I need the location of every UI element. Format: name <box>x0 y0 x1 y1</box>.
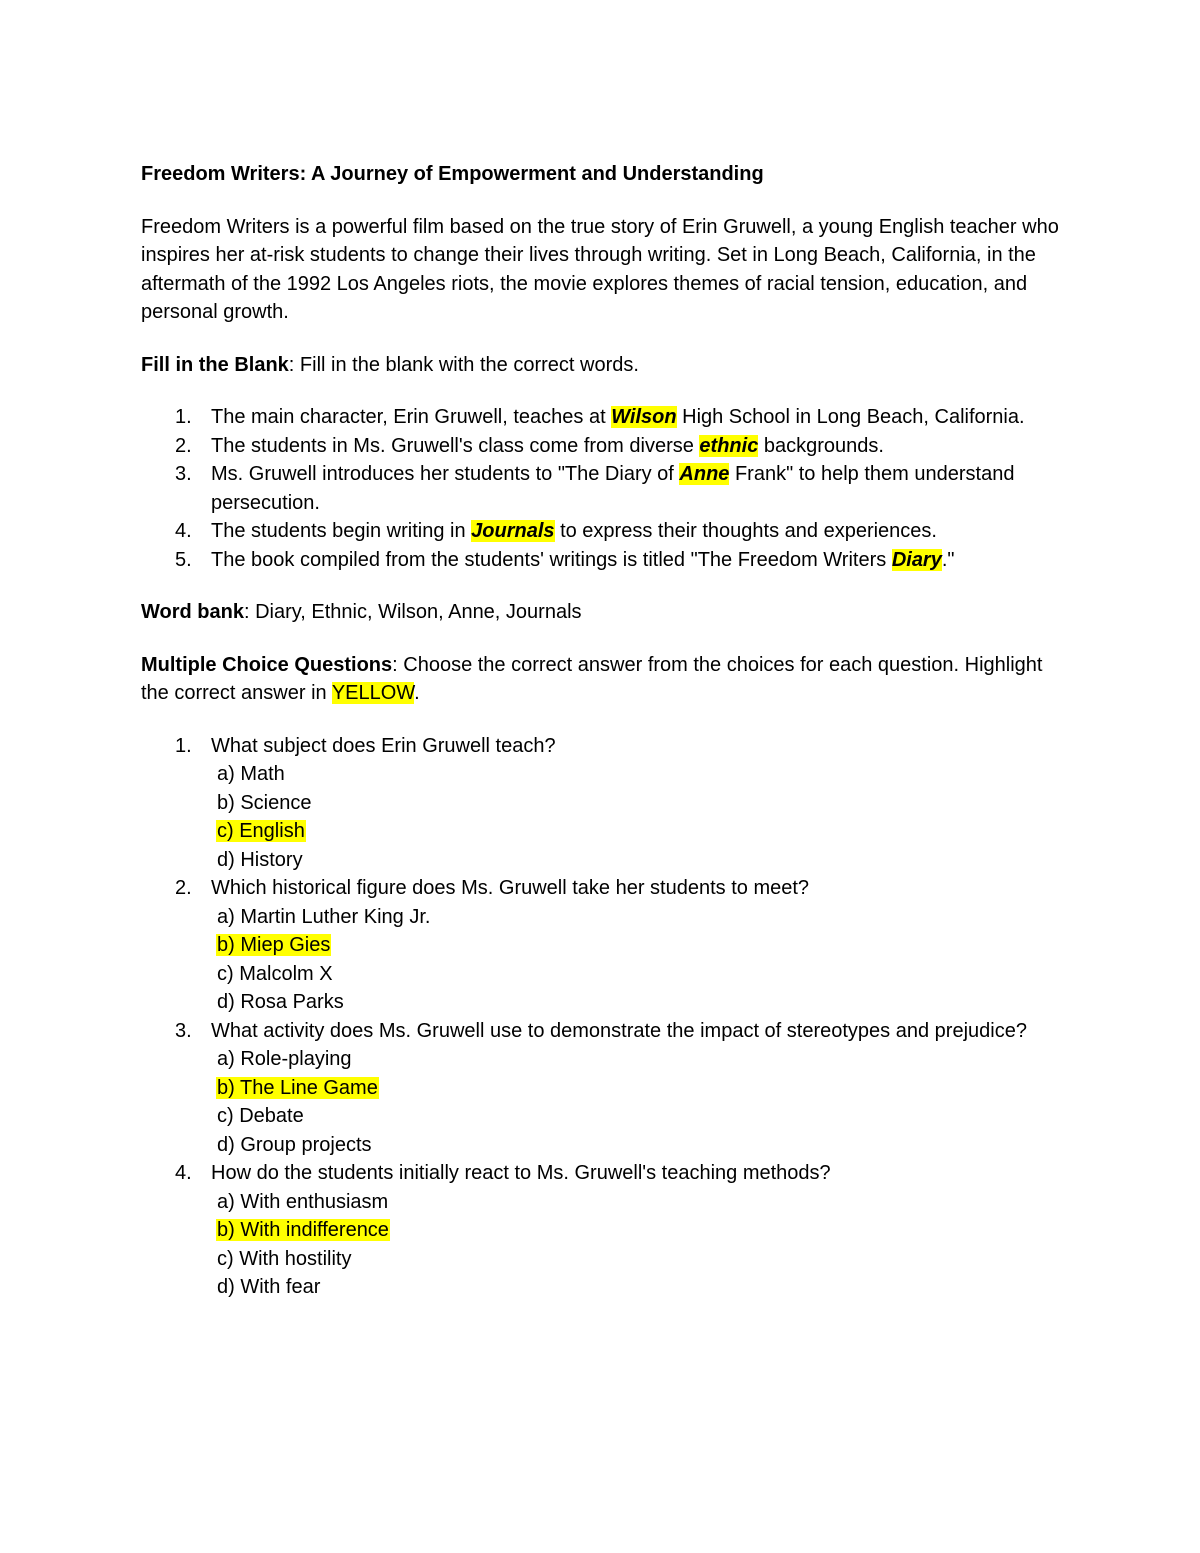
question-text: What subject does Erin Gruwell teach? <box>211 734 556 757</box>
question-number: 3. <box>175 1019 192 1042</box>
choice-label: c) With hostility <box>217 1247 352 1270</box>
fill-blank-item <box>141 546 1071 575</box>
fill-blank-item <box>141 517 1071 546</box>
word-bank-heading: Word bank <box>141 601 244 623</box>
mcq-instruction-text: : Choose the correct answer from the choices for each question. Highlight the correct answer in <box>141 653 1043 704</box>
choice-label: c) Debate <box>217 1105 304 1127</box>
correct-choice-label: c) English <box>217 820 305 842</box>
choice-label: a) Martin Luther King Jr. <box>217 905 431 928</box>
fill-blank-item <box>141 432 1071 461</box>
fill-blank-instruction <box>141 351 1071 380</box>
choice-option <box>216 1074 1071 1103</box>
blank-answer: Diary <box>891 548 942 571</box>
mcq-question <box>141 874 1071 1017</box>
correct-choice-label: b) Miep Gies <box>217 934 331 956</box>
blank-answer: Anne <box>679 463 730 485</box>
item-text-before: The book compiled from the students' writings is titled "The Freedom Writers <box>211 548 892 571</box>
blank-answer: Wilson <box>611 406 677 428</box>
choice-option <box>216 817 1071 846</box>
mcq-question <box>141 732 1071 875</box>
choice-label: a) Role-playing <box>217 1048 352 1070</box>
item-text-before: The students in Ms. Gruwell's class come from diverse <box>211 434 700 457</box>
item-text-before: The main character, Erin Gruwell, teaches at <box>211 406 612 428</box>
fill-blank-item <box>141 460 1071 517</box>
choice-option <box>216 960 1071 989</box>
mcq-instruction <box>141 651 1071 708</box>
item-text-after: backgrounds. <box>758 434 884 457</box>
item-text-after: to express their thoughts and experiences. <box>554 520 937 542</box>
fill-blank-list <box>141 403 1071 574</box>
choice-option <box>216 1045 1071 1074</box>
choice-label: b) Science <box>217 791 312 814</box>
document-page <box>141 160 1071 1326</box>
choice-option <box>216 1188 1071 1217</box>
item-text-after: High School in Long Beach, California. <box>676 406 1025 428</box>
choice-option <box>216 846 1071 875</box>
fill-blank-item <box>141 403 1071 432</box>
mcq-heading: Multiple Choice Questions <box>141 653 393 676</box>
choice-label: d) With fear <box>217 1276 321 1298</box>
choice-option <box>216 931 1071 960</box>
question-text: Which historical figure does Ms. Gruwell take her students to meet? <box>211 877 810 899</box>
fill-blank-instruction-text: : Fill in the blank with the correct words. <box>288 353 639 376</box>
choice-list <box>211 903 1071 1017</box>
intro-paragraph: Freedom Writers is a powerful film based on the true story of Erin Gruwell, a young English teacher who inspires her at-risk students to change their lives through writing. Set in Long Beach, California, in the aftermath of the 1992 Los Angeles riots, the movie explores themes of racial tension, education, and personal growth. <box>141 215 1059 323</box>
choice-option <box>216 1216 1071 1245</box>
mcq-question <box>141 1159 1071 1302</box>
item-number: 5. <box>175 548 192 571</box>
choice-list <box>211 760 1071 874</box>
word-bank <box>141 598 1071 627</box>
question-text: What activity does Ms. Gruwell use to demonstrate the impact of stereotypes and prejudice? <box>211 1019 1027 1042</box>
item-number: 3. <box>175 463 192 485</box>
choice-label: d) History <box>217 848 303 871</box>
highlight-word: YELLOW <box>331 682 415 704</box>
choice-option <box>216 903 1071 932</box>
choice-label: a) With enthusiasm <box>217 1190 389 1213</box>
choice-list <box>211 1188 1071 1302</box>
fill-blank-heading: Fill in the Blank <box>141 353 289 376</box>
item-text-after: Frank" to help them understand persecution. <box>211 463 1015 514</box>
choice-label: d) Rosa Parks <box>217 991 344 1013</box>
correct-choice-label: b) The Line Game <box>217 1076 378 1099</box>
choice-option <box>216 988 1071 1017</box>
mcq-instruction-end: . <box>414 682 420 704</box>
blank-answer: ethnic <box>699 434 759 457</box>
question-number: 2. <box>175 877 192 899</box>
choice-option <box>216 760 1071 789</box>
question-number: 4. <box>175 1162 192 1184</box>
word-bank-text: : Diary, Ethnic, Wilson, Anne, Journals <box>243 601 582 623</box>
question-text: How do the students initially react to Ms. Gruwell's teaching methods? <box>211 1162 831 1184</box>
item-text-before: The students begin writing in <box>211 520 472 542</box>
choice-label: a) Math <box>217 763 285 785</box>
blank-answer: Journals <box>471 520 555 542</box>
mcq-list <box>141 732 1071 1302</box>
choice-option <box>216 1102 1071 1131</box>
item-number: 2. <box>175 434 192 457</box>
item-text-before: Ms. Gruwell introduces her students to "The Diary of <box>211 463 680 485</box>
item-number: 4. <box>175 520 192 542</box>
choice-option <box>216 1273 1071 1302</box>
question-number: 1. <box>175 734 192 757</box>
document-title: Freedom Writers: A Journey of Empowerment and Understanding <box>141 163 764 185</box>
choice-label: d) Group projects <box>217 1133 372 1156</box>
choice-option <box>216 789 1071 818</box>
item-number: 1. <box>175 406 192 428</box>
correct-choice-label: b) With indifference <box>217 1219 389 1241</box>
choice-option <box>216 1245 1071 1274</box>
mcq-question <box>141 1017 1071 1160</box>
item-text-after: ." <box>941 548 955 571</box>
choice-label: c) Malcolm X <box>217 962 333 985</box>
choice-option <box>216 1131 1071 1160</box>
choice-list <box>211 1045 1071 1159</box>
